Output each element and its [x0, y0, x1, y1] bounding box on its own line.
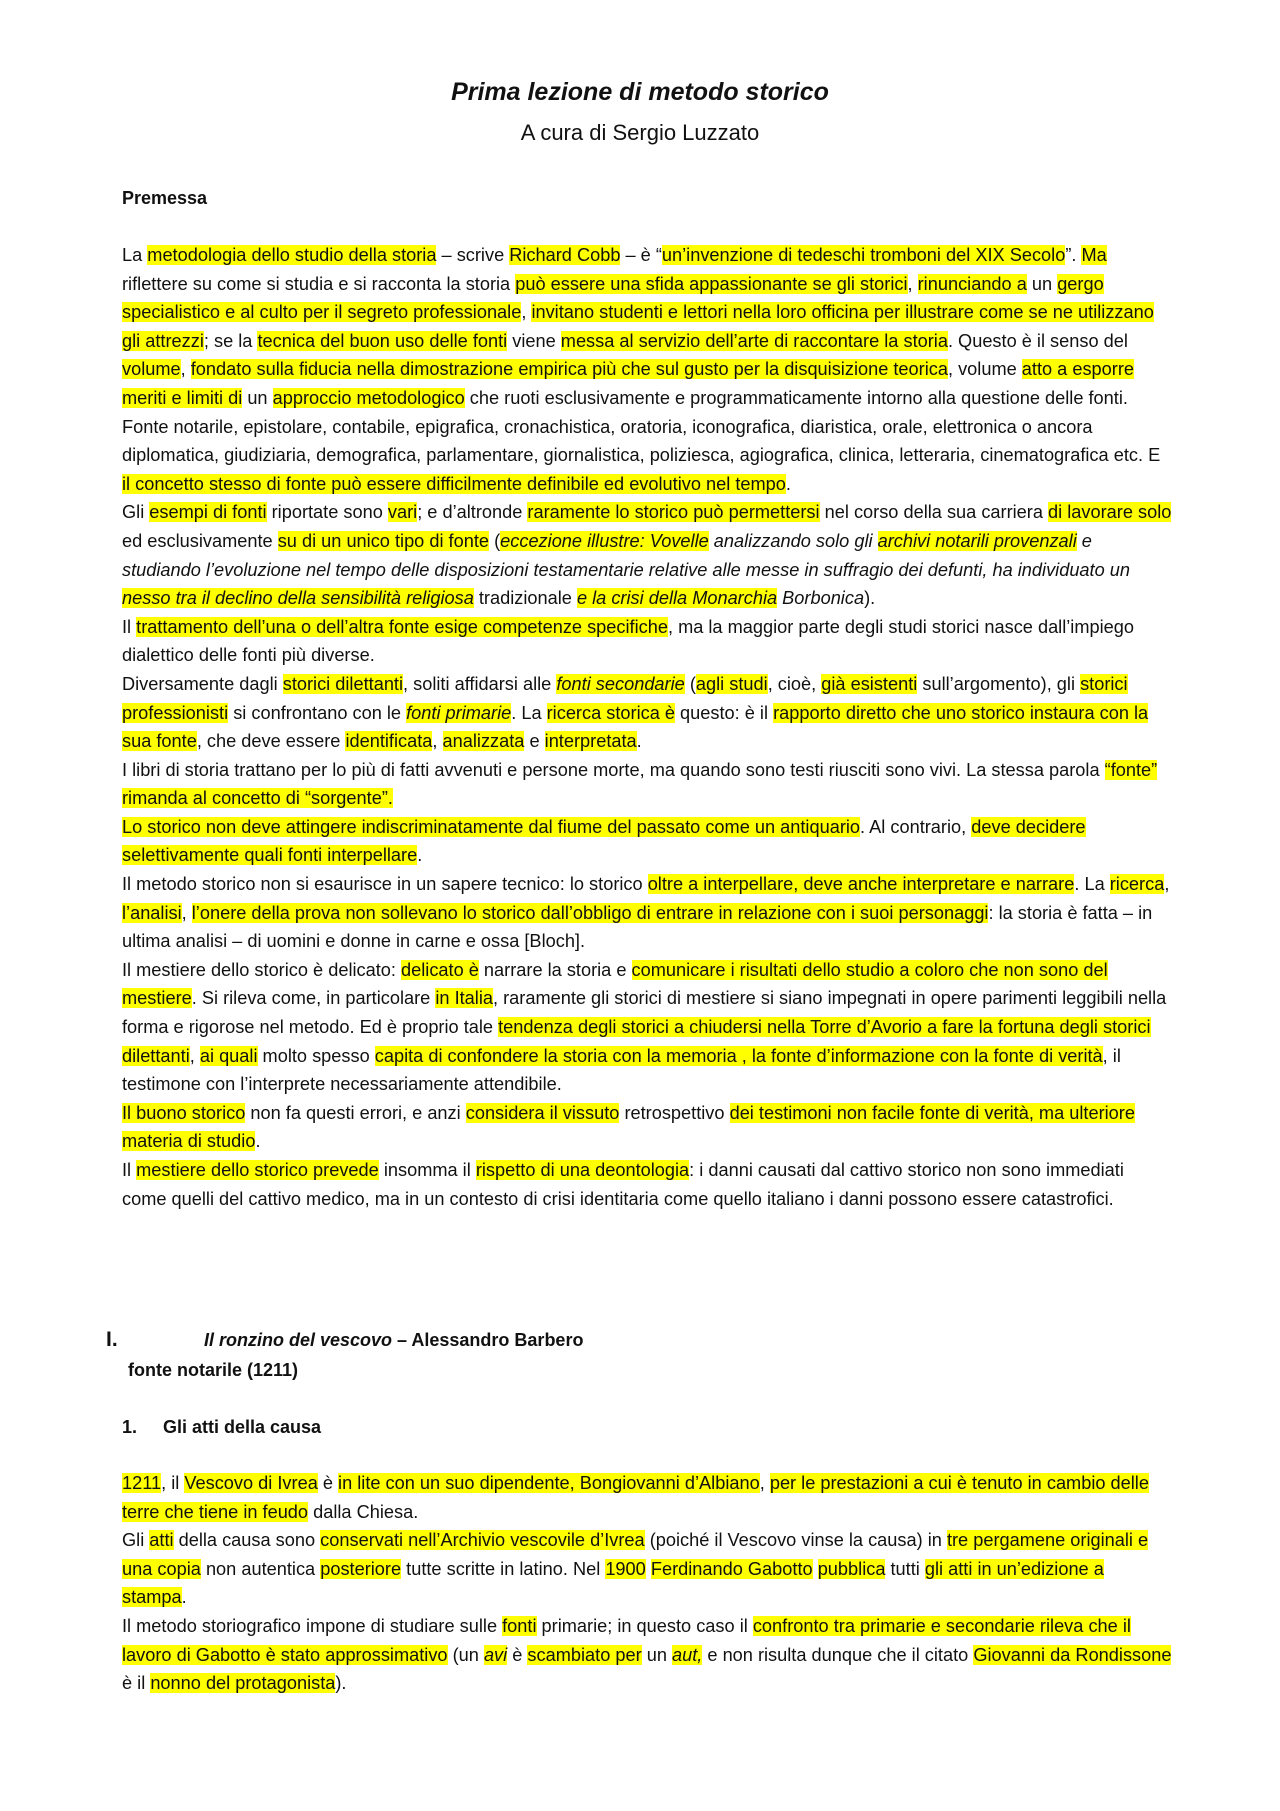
highlight: volume — [122, 359, 181, 380]
highlight: per le prestazioni a cui è tenuto in cambio delle terre che tiene in feudo — [122, 1473, 1149, 1522]
text: , cioè, — [767, 673, 822, 694]
text: , — [181, 902, 192, 923]
text: , — [1164, 874, 1170, 895]
text: Gli — [122, 502, 150, 523]
premessa-heading: Premessa — [122, 188, 208, 208]
highlight: Giovanni da Rondissone — [973, 1644, 1172, 1665]
highlight: scambiato per — [527, 1644, 642, 1665]
highlight: esempi di fonti — [149, 502, 267, 523]
highlight: fondato sulla fiducia nella dimostrazione empirica più che sul gusto per la disquisizione teorica — [190, 359, 948, 380]
text: si confrontano con le — [228, 702, 407, 723]
text: ”. — [1065, 245, 1082, 265]
text: . — [255, 1131, 261, 1152]
highlight: invitano studenti e lettori nella loro officina per illustrare come se ne utilizzano gli attrezzi — [122, 302, 1154, 351]
highlight: può essere una sfida appassionante se gli storici — [515, 273, 908, 294]
section-subtitle: fonte notarile (1211) — [128, 1360, 299, 1380]
highlight: interpretata — [544, 731, 637, 752]
text: Diversamente dagli — [122, 673, 283, 694]
text: , il — [161, 1473, 185, 1493]
highlight: ricerca storica è — [546, 702, 675, 723]
text: , — [521, 302, 532, 323]
document-title: Prima lezione di metodo storico — [451, 78, 829, 106]
paragraph-7 — [122, 870, 1172, 956]
premessa-body — [122, 241, 1172, 1213]
highlight-italic: archivi notarili provenzali — [877, 530, 1077, 551]
text: La — [122, 245, 148, 265]
text: ; se la — [203, 330, 258, 351]
text: Gli — [122, 1530, 150, 1551]
text: della causa sono — [173, 1530, 321, 1551]
text: che ruoti esclusivamente e programmaticamente intorno alla questione delle fonti. Fonte notarile, epistolare, contabile, epigrafica, cronachistica, oratoria, iconografica, diaristica, orale, elettronica o ancora diplomatica, giudiziaria, demografica, parlamentare, giornalistica, poliziesca, agiografica, clinica, letteraria, cinematografica etc. E — [122, 387, 1161, 466]
paragraph-3 — [122, 613, 1172, 670]
highlight-italic: e la crisi della Monarchia — [576, 588, 778, 609]
text: . — [417, 845, 423, 866]
text: : la storia è fatta – in ultima analisi – di uomini e donne in carne e ossa [Bloch]. — [122, 902, 1153, 952]
highlight: Vescovo di Ivrea — [184, 1473, 318, 1493]
subsection-title: Gli atti della causa — [163, 1417, 322, 1437]
paragraph-4 — [122, 670, 1172, 756]
text: riportate sono — [266, 502, 388, 523]
highlight: gergo specialistico e al culto per il segreto professionale — [122, 273, 1104, 323]
text: (poiché il Vescovo vinse la causa) in — [644, 1530, 947, 1551]
text: Il metodo storiografico impone di studiare sulle — [122, 1615, 503, 1636]
text — [813, 1559, 818, 1579]
highlight: oltre a interpellare, deve anche interpretare e narrare — [647, 874, 1075, 895]
text: viene — [507, 330, 561, 351]
text: ). — [335, 1673, 347, 1694]
highlight-italic: nesso tra il declino della sensibilità religiosa — [122, 588, 474, 609]
text-italic: Borbonica — [777, 588, 865, 609]
text: dalla Chiesa. — [308, 1501, 419, 1522]
text: , raramente gli storici di mestiere si siano impegnati in opere parimenti leggibili nella forma e rigorose nel metodo. Ed è proprio tale — [122, 988, 1167, 1038]
highlight: l’analisi — [122, 902, 182, 923]
text: ( — [684, 673, 696, 694]
section-paragraph-3 — [122, 1612, 1172, 1698]
text: – è “ — [620, 245, 662, 265]
text: ; e d’altronde — [417, 502, 528, 523]
highlight: Il buono storico — [122, 1102, 246, 1123]
text: un — [1026, 273, 1058, 294]
subsection-number: 1. — [122, 1417, 138, 1437]
highlight: vari — [387, 502, 418, 523]
highlight: storici professionisti — [122, 673, 1128, 723]
highlight: nonno del protagonista — [150, 1673, 336, 1694]
paragraph-2 — [122, 498, 1172, 612]
text: un — [242, 387, 273, 408]
text: non fa questi errori, e anzi — [245, 1102, 466, 1123]
text: un — [641, 1644, 672, 1665]
text: ). — [864, 588, 876, 609]
text: nel corso della sua carriera — [819, 502, 1049, 523]
highlight-italic: avi — [483, 1644, 508, 1665]
highlight: raramente lo storico può permettersi — [527, 502, 820, 523]
highlight: messa al servizio dell’arte di raccontare la storia — [560, 330, 948, 351]
text: . La — [511, 702, 547, 723]
highlight: conservati nell’Archivio vescovile d’Ivrea — [320, 1530, 645, 1551]
section-title-italic: Il ronzino del vescovo — [204, 1330, 393, 1350]
text: I libri di storia trattano per lo più di fatti avvenuti e persone morte, ma quando sono testi riusciti sono vivi. La stessa parola — [122, 759, 1105, 780]
text: e — [524, 731, 545, 752]
text: , — [180, 359, 191, 380]
text: , che deve essere — [196, 731, 346, 752]
highlight: agli studi — [695, 673, 768, 694]
paragraph-9 — [122, 1099, 1172, 1156]
highlight: storici dilettanti — [282, 673, 404, 694]
text: , il testimone con l’interprete necessariamente attendibile. — [122, 1045, 1121, 1095]
text: molto spesso — [257, 1045, 375, 1066]
text: , ma la maggior parte degli studi storici nasce dall’impiego dialettico delle fonti più diverse. — [122, 616, 1134, 666]
highlight: mestiere dello storico prevede — [136, 1160, 379, 1180]
text: questo: è il — [675, 702, 774, 723]
highlight: 1900 — [605, 1558, 646, 1579]
text: tradizionale — [473, 588, 577, 609]
text: e non risulta dunque che il citato — [702, 1644, 974, 1665]
highlight: tecnica del buon uso delle fonti — [257, 330, 508, 351]
highlight: già esistenti — [821, 673, 918, 694]
text: tutti — [885, 1558, 925, 1579]
text: Il mestiere dello storico è delicato: — [122, 959, 402, 980]
highlight: gli atti in un’edizione a stampa — [122, 1558, 1104, 1608]
highlight: in Italia — [435, 988, 493, 1009]
highlight: fonti — [502, 1615, 537, 1636]
paragraph-1 — [122, 241, 1172, 498]
highlight: rinunciando a — [917, 273, 1027, 294]
section-paragraph-2 — [122, 1526, 1172, 1612]
highlight: posteriore — [320, 1558, 402, 1579]
text: Il metodo storico non si esaurisce in un sapere tecnico: lo storico — [122, 874, 648, 895]
text: ed esclusivamente — [122, 530, 278, 551]
text-italic: e studiando l’evoluzione nel tempo delle disposizioni testamentarie relative alle messe in suffragio dei defunti, ha individuato un — [122, 530, 1130, 580]
highlight: il concetto stesso di fonte può essere difficilmente definibile ed evolutivo nel tempo — [122, 473, 786, 494]
text: è — [317, 1473, 339, 1493]
highlight: l’onere della prova non sollevano lo storico dall’obbligo di entrare in relazione con i suoi personaggi — [191, 902, 989, 923]
highlight: ai quali — [199, 1045, 258, 1066]
highlight: su di un unico tipo di fonte — [277, 530, 490, 551]
highlight: atti — [149, 1530, 174, 1551]
highlight: rapporto diretto che uno storico instaura con la sua fonte — [122, 702, 1149, 752]
section-title — [204, 1330, 583, 1351]
text: , — [759, 1473, 770, 1493]
highlight: delicato è — [401, 959, 479, 980]
highlight: “fonte” rimanda al concetto di “sorgente”. — [122, 759, 1158, 809]
highlight-italic: eccezione illustre: Vovelle — [500, 530, 709, 551]
document-subtitle: A cura di Sergio Luzzato — [520, 120, 760, 145]
section-paragraph-1 — [122, 1469, 1172, 1526]
highlight: trattamento dell’una o dell’altra fonte esige competenze specifiche — [136, 616, 668, 637]
text: . Al contrario, — [860, 816, 972, 837]
text: , volume — [947, 359, 1022, 380]
highlight: approccio metodologico — [272, 387, 465, 408]
text: . Si rileva come, in particolare — [191, 988, 436, 1009]
text: Il — [122, 1160, 137, 1180]
highlight-italic: aut, — [672, 1644, 703, 1665]
text: . La — [1074, 874, 1110, 895]
highlight: Richard Cobb — [509, 245, 621, 265]
text: è il — [122, 1673, 151, 1694]
paragraph-6 — [122, 813, 1172, 870]
text: è — [507, 1644, 528, 1665]
text: non autentica — [200, 1558, 321, 1579]
highlight: ricerca — [1109, 874, 1165, 895]
highlight: confronto tra primarie e secondarie rileva che il lavoro di Gabotto è stato approssimativo — [122, 1615, 1131, 1665]
highlight: Lo storico non deve attingere indiscriminatamente dal fiume del passato come un antiquario — [122, 816, 861, 837]
highlight: atto a esporre meriti e limiti di — [122, 359, 1135, 408]
highlight: dei testimoni non facile fonte di verità, ma ulteriore materia di studio — [122, 1102, 1135, 1152]
text: . — [181, 1587, 187, 1608]
highlight: un’invenzione di tedeschi tromboni del XIX Secolo — [661, 245, 1066, 265]
text: . — [785, 473, 791, 494]
highlight: capita di confondere la storia con la memoria , la fonte d’informazione con la fonte di verità — [374, 1045, 1103, 1066]
highlight: identificata — [345, 731, 433, 752]
section-title-author: – Alessandro Barbero — [392, 1330, 584, 1350]
text: Il — [122, 616, 137, 637]
text: riflettere su come si studia e si racconta la storia — [122, 273, 516, 294]
highlight: rispetto di una deontologia — [475, 1160, 690, 1180]
text-italic: analizzando solo gli — [708, 530, 878, 551]
section-body — [122, 1469, 1172, 1698]
highlight: metodologia dello studio della storia — [147, 245, 437, 265]
highlight: considera il vissuto — [465, 1102, 620, 1123]
paragraph-5 — [122, 756, 1172, 813]
paragraph-8 — [122, 956, 1172, 1099]
paragraph-10 — [122, 1156, 1172, 1213]
text: , — [432, 731, 443, 752]
text: ( — [489, 530, 501, 551]
text: – scrive — [436, 245, 510, 265]
text: , — [189, 1045, 200, 1066]
text: narrare la storia e — [478, 959, 632, 980]
highlight: analizzata — [442, 731, 525, 752]
text: . — [636, 731, 642, 752]
text: insomma il — [378, 1160, 476, 1180]
highlight: deve decidere selettivamente quali fonti interpellare — [122, 816, 1086, 866]
highlight: Ferdinando Gabotto — [650, 1558, 813, 1579]
text: . Questo è il senso del — [947, 330, 1128, 351]
text: retrospettivo — [619, 1102, 730, 1123]
text: , — [907, 273, 918, 294]
highlight-italic: fonti secondarie — [556, 673, 685, 694]
text: : i danni causati dal cattivo storico non sono immediati come quelli del cattivo medico, ma in un contesto di crisi identitaria come quello italiano i danni possono essere catastrofici. — [122, 1160, 1124, 1209]
highlight: di lavorare solo — [1048, 502, 1172, 523]
highlight: in lite con un suo dipendente, Bongiovanni d’Albiano — [338, 1473, 760, 1493]
text: tutte scritte in latino. Nel — [401, 1558, 606, 1579]
section-numeral: I. — [106, 1328, 118, 1351]
text: sull’argomento), gli — [917, 673, 1081, 694]
highlight: Ma — [1081, 245, 1107, 265]
highlight: 1211 — [122, 1473, 162, 1493]
highlight: pubblica — [817, 1558, 886, 1579]
text: primarie; in questo caso il — [536, 1615, 753, 1636]
highlight-italic: fonti primarie — [406, 702, 512, 723]
highlight: tendenza degli storici a chiudersi nella Torre d’Avorio a fare la fortuna degli storici dilettanti — [122, 1017, 1151, 1066]
highlight: tre pergamene originali e una copia — [122, 1530, 1149, 1579]
text: (un — [447, 1644, 484, 1665]
text: , soliti affidarsi alle — [403, 673, 557, 694]
highlight: comunicare i risultati dello studio a coloro che non sono del mestiere — [122, 959, 1108, 1009]
